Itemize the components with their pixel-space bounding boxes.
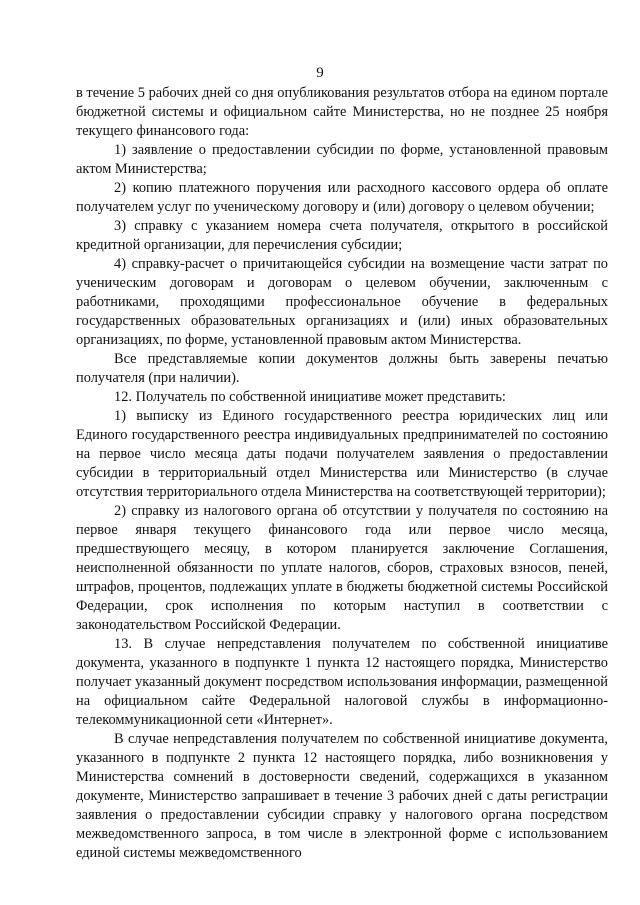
paragraph-item-4-calculation: 4) справку-расчет о причитающейся субсидии на возмещение части затрат по ученическим договорам и договорам о целевом обучении, заключенным с работниками, проходящими профессиональное обучение в федеральных государственных образовательных организациях и (или) иных образовательных организациях, по форме, установленной правовым актом Министерства. — [76, 256, 608, 348]
paragraph-item-1-application: 1) заявление о предоставлении субсидии по форме, установленной правовым актом Министерства; — [76, 142, 608, 177]
page-number: 9 — [316, 65, 324, 81]
paragraph-clause-12-item-1: 1) выписку из Единого государственного реестра юридических лиц или Единого государственного реестра индивидуальных предпринимателей по состоянию на первое число месяца даты подачи получателем заявления о предоставлении субсидии в территориальный отдел Министерства или Министерство (в случае отсутствия территориального отдела Министерства на соответствующей территории); — [76, 408, 608, 500]
paragraph-clause-12: 12. Получатель по собственной инициативе может представить: — [114, 389, 506, 405]
paragraph-item-2-payment-copy: 2) копию платежного поручения или расходного кассового ордера об оплате получателем услуг по ученическому договору и (или) договору о целевом обучении; — [76, 180, 608, 215]
paragraph-certification-note: Все представляемые копии документов должны быть заверены печатью получателя (при наличии). — [76, 351, 608, 386]
paragraph-clause-13: 13. В случае непредставления получателем по собственной инициативе документа, указанного в подпункте 1 пункта 12 настоящего порядка, Министерство получает указанный документ посредством использования информации, размещенной на официальном сайте Федеральной налоговой службы в информационно-телекоммуникационной сети «Интернет». — [76, 636, 608, 728]
paragraph-clause-12-item-2: 2) справку из налогового органа об отсутствии у получателя по состоянию на первое января текущего финансового года или первое число месяца, предшествующего месяцу, в котором планируется заключение Соглашения, неисполненной обязанности по уплате налогов, сборов, страховых взносов, пеней, штрафов, процентов, подлежащих уплате в бюджеты бюджетной системы Российской Федерации, срок исполнения по которым наступил в соответствии с законодательством Российской Федерации. — [76, 503, 608, 633]
paragraph-clause-13-continued: В случае непредставления получателем по собственной инициативе документа, указанного в подпункте 2 пункта 12 настоящего порядка, либо возникновения у Министерства сомнений в достоверности сведений, содержащихся в указанном документе, Министерство запрашивает в течение 3 рабочих дней с даты регистрации заявления о предоставлении субсидии справку у налогового органа посредством межведомственного запроса, в том числе в электронной форме с использованием единой системы межведомственного — [76, 731, 608, 861]
paragraph-item-3-account-certificate: 3) справку с указанием номера счета получателя, открытого в российской кредитной организации, для перечисления субсидии; — [76, 218, 608, 253]
paragraph-continuation: в течение 5 рабочих дней со дня опубликования результатов отбора на едином портале бюджетной системы и официальном сайте Министерства, но не позднее 25 ноября текущего финансового года: — [76, 85, 608, 139]
document-body — [76, 84, 608, 863]
